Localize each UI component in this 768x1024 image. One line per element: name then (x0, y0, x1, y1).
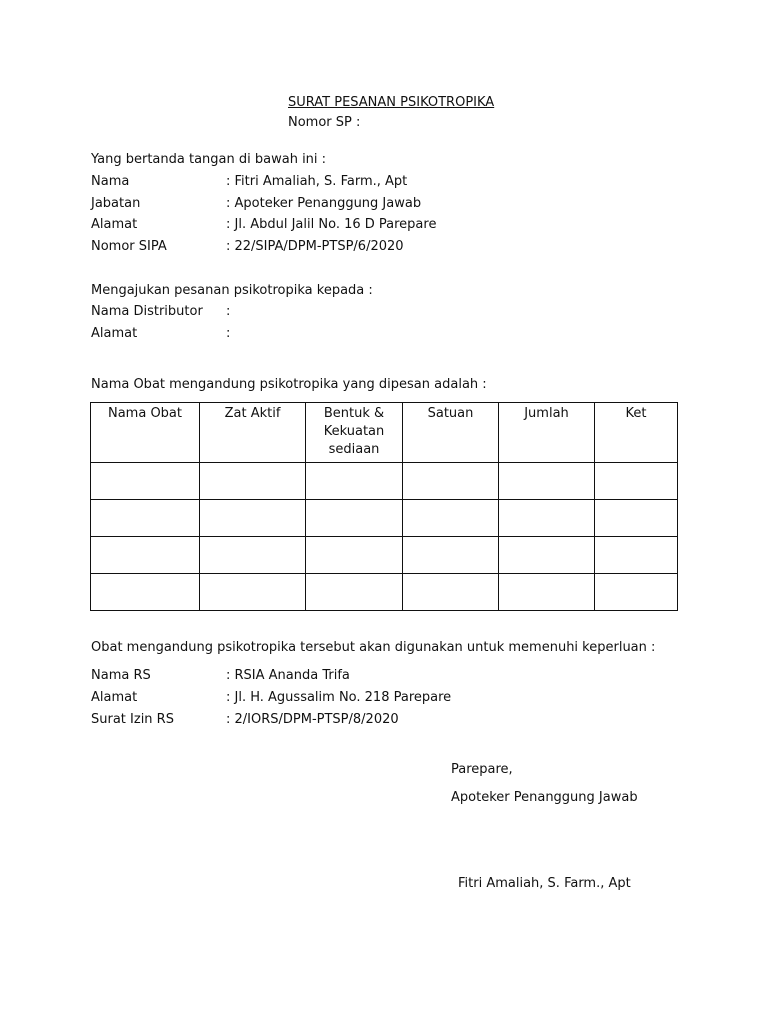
hospital-permit-value: : 2/IORS/DPM-PTSP/8/2020 (226, 712, 399, 727)
order-table (90, 402, 678, 611)
table-cell (91, 537, 200, 574)
signature-role: Apoteker Penanggung Jawab (451, 790, 638, 805)
signature-name: Fitri Amaliah, S. Farm., Apt (458, 876, 631, 891)
header-nama-obat: Nama Obat (91, 403, 200, 463)
distributor-address-value: : (226, 326, 231, 341)
table-cell (306, 537, 403, 574)
table-cell (595, 500, 678, 537)
table-intro: Nama Obat mengandung psikotropika yang dipesan adalah : (91, 377, 487, 392)
table-header-row (91, 403, 678, 463)
table-cell (403, 500, 499, 537)
signer-position-value: : Apoteker Penanggung Jawab (226, 196, 422, 211)
signer-intro: Yang bertanda tangan di bawah ini : (91, 152, 327, 167)
signer-name-value: : Fitri Amaliah, S. Farm., Apt (226, 174, 408, 189)
table-cell (595, 537, 678, 574)
table-row (91, 574, 678, 611)
signature-place: Parepare, (451, 762, 513, 777)
table-row (91, 537, 678, 574)
table-cell (306, 500, 403, 537)
signer-position-label: Jabatan (91, 196, 141, 211)
table-row (91, 463, 678, 500)
table-cell (200, 463, 306, 500)
hospital-permit-label: Surat Izin RS (91, 712, 174, 727)
table-cell (403, 574, 499, 611)
table-cell (499, 537, 595, 574)
table-cell (499, 574, 595, 611)
distributor-name-value: : (226, 304, 231, 319)
table-cell (200, 500, 306, 537)
table-cell (499, 500, 595, 537)
hospital-address-value: : Jl. H. Agussalim No. 218 Parepare (226, 690, 452, 705)
header-jumlah: Jumlah (499, 403, 595, 463)
table-cell (306, 574, 403, 611)
table-cell (403, 537, 499, 574)
signer-address-value: : Jl. Abdul Jalil No. 16 D Parepare (226, 217, 437, 232)
header-bentuk-kekuatan: Bentuk & Kekuatan sediaan (306, 403, 403, 463)
table-cell (91, 500, 200, 537)
hospital-name-value: : RSIA Ananda Trifa (226, 668, 350, 683)
table-cell (403, 463, 499, 500)
table-cell (499, 463, 595, 500)
table-cell (306, 463, 403, 500)
nomor-sp-label: Nomor SP : (288, 115, 361, 130)
distributor-intro: Mengajukan pesanan psikotropika kepada : (91, 283, 373, 298)
hospital-address-label: Alamat (91, 690, 138, 705)
distributor-address-label: Alamat (91, 326, 138, 341)
table-cell (200, 574, 306, 611)
distributor-name-label: Nama Distributor (91, 304, 203, 319)
table-cell (91, 574, 200, 611)
header-ket: Ket (595, 403, 678, 463)
table-cell (595, 574, 678, 611)
table-cell (200, 537, 306, 574)
signer-name-label: Nama (91, 174, 130, 189)
header-satuan: Satuan (403, 403, 499, 463)
table-cell (595, 463, 678, 500)
table-cell (91, 463, 200, 500)
table-row (91, 500, 678, 537)
document-title: SURAT PESANAN PSIKOTROPIKA (288, 95, 495, 110)
header-zat-aktif: Zat Aktif (200, 403, 306, 463)
signer-address-label: Alamat (91, 217, 138, 232)
signer-sipa-value: : 22/SIPA/DPM-PTSP/6/2020 (226, 239, 404, 254)
signer-sipa-label: Nomor SIPA (91, 239, 167, 254)
purpose-intro: Obat mengandung psikotropika tersebut akan digunakan untuk memenuhi keperluan : (91, 640, 656, 655)
hospital-name-label: Nama RS (91, 668, 151, 683)
